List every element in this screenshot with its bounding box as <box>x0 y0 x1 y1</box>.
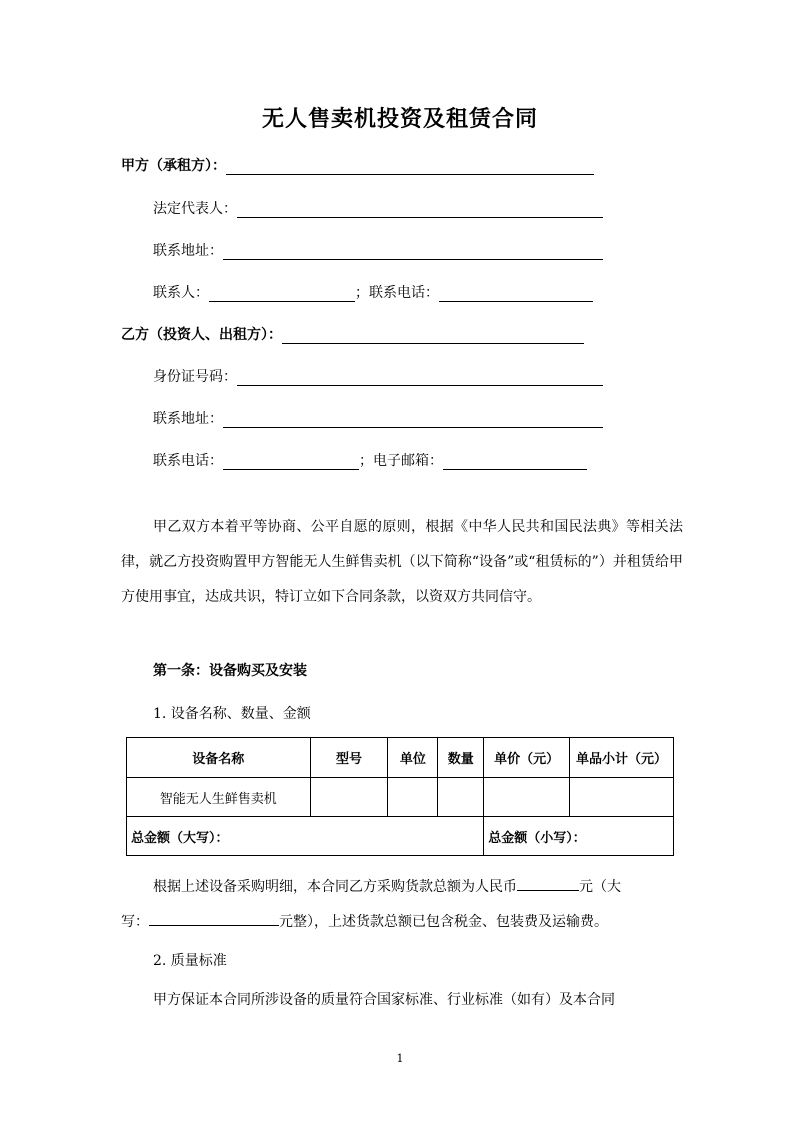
header-cell: 设备名称 <box>127 738 311 778</box>
party-a-contact-blank[interactable] <box>209 285 355 302</box>
table-cell[interactable] <box>438 778 484 817</box>
party-a-row <box>121 153 594 175</box>
party-a-contact-label: 联系人： <box>153 285 209 301</box>
quality-paragraph: 甲方保证本合同所涉设备的质量符合国家标准、行业标准（如有）及本合同 <box>153 992 615 1008</box>
purchase-text-3: 写： <box>121 914 149 930</box>
header-cell: 单价（元） <box>484 738 570 778</box>
party-b-address-row <box>153 406 603 428</box>
table-row <box>127 778 674 817</box>
party-b-blank[interactable] <box>282 327 584 344</box>
table-cell[interactable] <box>484 778 570 817</box>
id-number-row <box>153 364 603 386</box>
item-1-label: 1. 设备名称、数量、金额 <box>153 706 311 722</box>
party-b-email-label: ；电子邮箱： <box>359 453 443 469</box>
legal-rep-row <box>153 196 603 218</box>
party-b-email-blank[interactable] <box>443 453 587 470</box>
id-number-blank[interactable] <box>237 369 603 386</box>
legal-rep-label: 法定代表人： <box>153 201 237 217</box>
party-b-address-blank[interactable] <box>223 411 603 428</box>
header-cell: 单位 <box>388 738 438 778</box>
intro-paragraph: 甲乙双方本着平等协商、公平自愿的原则，根据《中华人民共和国民法典》等相关法律，就乙方投资购置甲方智能无人生鲜售卖机（以下简称“设备”或“租赁标的”）并租赁给甲方使用事宜，达成共识，特订立如下合同条款，以资双方共同信守。 <box>121 519 683 605</box>
table-header-row <box>127 738 674 778</box>
party-a-blank[interactable] <box>226 158 594 175</box>
table-cell[interactable] <box>388 778 438 817</box>
party-b-phone-row <box>153 448 587 470</box>
party-a-address-row <box>153 238 603 260</box>
party-b-address-label: 联系地址： <box>153 411 223 427</box>
party-a-phone-blank[interactable] <box>439 285 593 302</box>
table-total-row <box>127 817 674 856</box>
table-cell: 智能无人生鲜售卖机 <box>127 778 311 817</box>
total-upper-cell[interactable]: 总金额（大写）： <box>127 817 484 856</box>
party-a-label: 甲方（承租方）： <box>121 158 226 174</box>
table-cell[interactable] <box>310 778 388 817</box>
party-a-address-blank[interactable] <box>223 243 603 260</box>
party-a-phone-label: ；联系电话： <box>355 285 439 301</box>
party-a-contact-row <box>153 280 593 302</box>
item-2-label: 2. 质量标准 <box>153 953 227 969</box>
purchase-text-4: 元整），上述货款总额已包含税金、包装费及运输费。 <box>279 914 608 930</box>
total-lower-cell[interactable]: 总金额（小写）： <box>484 817 674 856</box>
purchase-text-2: 元（大 <box>579 879 621 895</box>
purchase-paragraph <box>121 870 683 940</box>
equipment-table <box>126 737 674 856</box>
article-1-heading: 第一条：设备购买及安装 <box>153 663 307 679</box>
purchase-amount-blank[interactable] <box>517 874 579 891</box>
party-b-phone-blank[interactable] <box>223 453 359 470</box>
header-cell: 型号 <box>310 738 388 778</box>
party-b-row <box>121 322 584 344</box>
page-number: 1 <box>396 1052 404 1065</box>
purchase-upper-blank[interactable] <box>149 909 279 926</box>
legal-rep-blank[interactable] <box>237 201 603 218</box>
header-cell: 数量 <box>438 738 484 778</box>
contract-title: 无人售卖机投资及租赁合同 <box>261 107 538 132</box>
table-cell[interactable] <box>570 778 674 817</box>
header-cell: 单品小计（元） <box>570 738 674 778</box>
party-a-address-label: 联系地址： <box>153 243 223 259</box>
party-b-phone-label: 联系电话： <box>153 453 223 469</box>
id-number-label: 身份证号码： <box>153 369 237 385</box>
purchase-text-1: 根据上述设备采购明细，本合同乙方采购货款总额为人民币 <box>153 879 517 895</box>
party-b-label: 乙方（投资人、出租方）： <box>121 327 282 343</box>
